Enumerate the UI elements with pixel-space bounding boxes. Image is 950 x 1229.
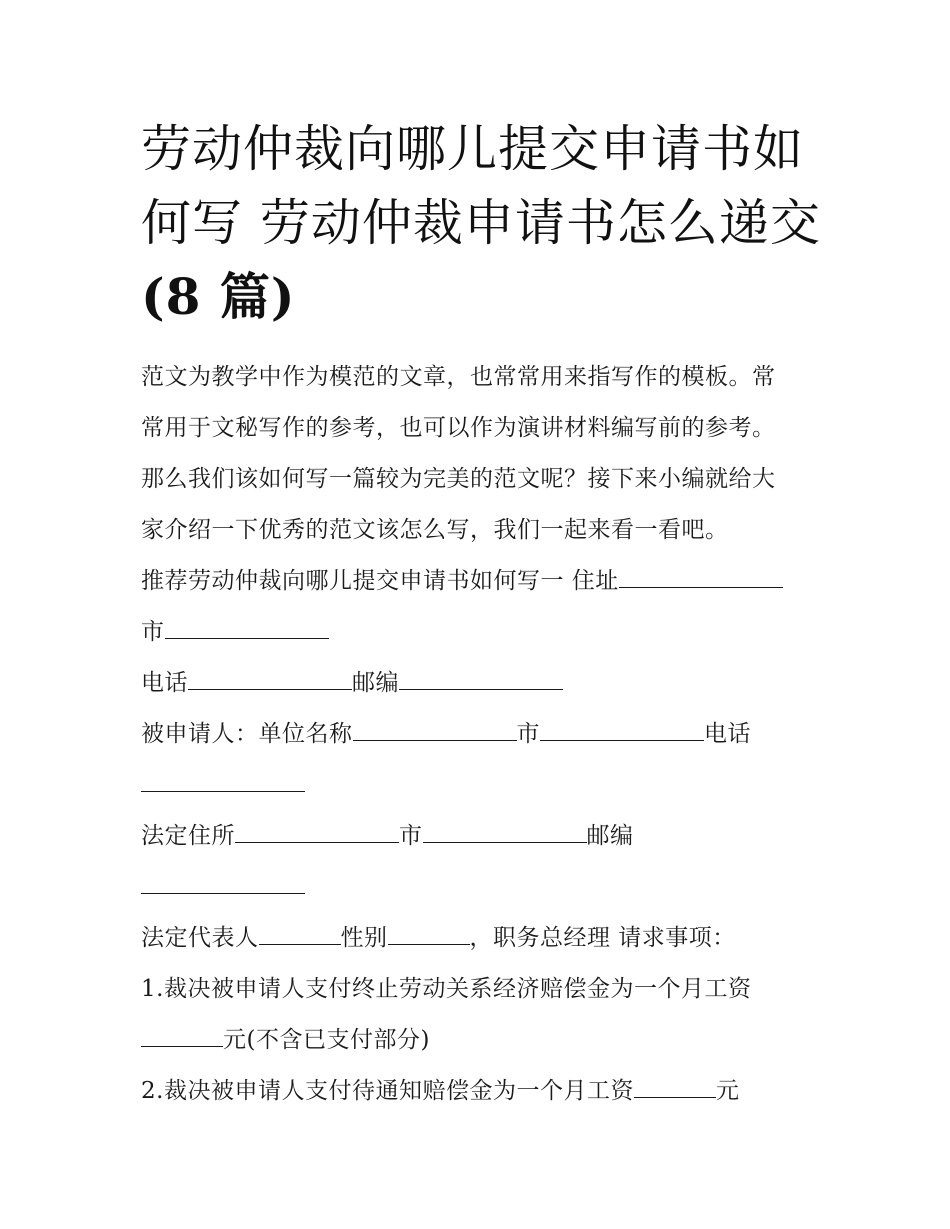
- intro-line-2: 常用于文秘写作的参考，也可以作为演讲材料编写前的参考。: [141, 415, 776, 441]
- intro-line-3: 那么我们该如何写一篇较为完美的范文呢？接下来小编就给大: [141, 466, 776, 492]
- respondent-label: 被申请人：单位名称: [141, 721, 353, 747]
- legal-rep-label: 法定代表人: [141, 925, 259, 951]
- document-body: [141, 352, 821, 1117]
- unit-name-blank: [353, 720, 517, 741]
- claim-1-suffix: 元(不含已支付部分): [223, 1027, 430, 1053]
- city-line: [141, 607, 821, 658]
- claim-2-suffix: 元: [715, 1078, 740, 1104]
- claim-2-line: [141, 1066, 821, 1117]
- document-page: [141, 112, 821, 1117]
- phone-blank: [188, 669, 352, 690]
- position-text: ，职务总经理 请求事项：: [469, 925, 736, 951]
- claim-2-amount-blank: [634, 1077, 716, 1098]
- postcode-label: 邮编: [352, 670, 399, 696]
- claim-1-line-2: [141, 1015, 821, 1066]
- gender-blank: [388, 924, 470, 945]
- respondent-line: [141, 709, 821, 760]
- intro-line-1: 范文为教学中作为模范的文章，也常常用来指写作的模板。常: [141, 364, 776, 390]
- legal-postcode-blank: [141, 873, 305, 894]
- title-line-1: 劳动仲裁向哪儿提交申请书如: [141, 120, 804, 178]
- city-label: 市: [141, 619, 165, 645]
- city-blank: [165, 618, 329, 639]
- phone-postcode-line: [141, 658, 821, 709]
- claim-2-text: 2.裁决被申请人支付待通知赔偿金为一个月工资: [141, 1078, 634, 1104]
- claim-1-line-1: 1.裁决被申请人支付终止劳动关系经济赔偿金为一个月工资: [141, 976, 752, 1002]
- legal-address-blank: [235, 822, 399, 843]
- legal-address-line: [141, 811, 821, 862]
- claim-1-amount-blank: [141, 1026, 223, 1047]
- legal-address-label: 法定住所: [141, 823, 235, 849]
- address-blank: [619, 567, 783, 588]
- address-line: [141, 556, 821, 607]
- postcode-blank: [399, 669, 563, 690]
- recommend-label: 推荐劳动仲裁向哪儿提交申请书如何写一 住址: [141, 568, 619, 594]
- title-line-2: 何写 劳动仲裁申请书怎么递交: [141, 194, 821, 252]
- legal-rep-line: [141, 913, 821, 964]
- respondent-phone-blank: [141, 771, 305, 792]
- respondent-phone-line: [141, 760, 821, 811]
- document-title: [141, 112, 821, 334]
- legal-rep-blank: [259, 924, 341, 945]
- respondent-phone-label: 电话: [704, 721, 751, 747]
- gender-label: 性别: [340, 925, 388, 951]
- legal-postcode-label: 邮编: [586, 823, 634, 849]
- legal-city-blank: [423, 822, 587, 843]
- phone-label: 电话: [141, 670, 188, 696]
- intro-line-4: 家介绍一下优秀的范文该怎么写，我们一起来看一看吧。: [141, 517, 729, 543]
- respondent-city-blank: [540, 720, 704, 741]
- respondent-city-label: 市: [516, 721, 540, 747]
- legal-postcode-line: [141, 862, 821, 913]
- title-line-3: (8 篇): [141, 267, 296, 326]
- legal-city-label: 市: [399, 823, 423, 849]
